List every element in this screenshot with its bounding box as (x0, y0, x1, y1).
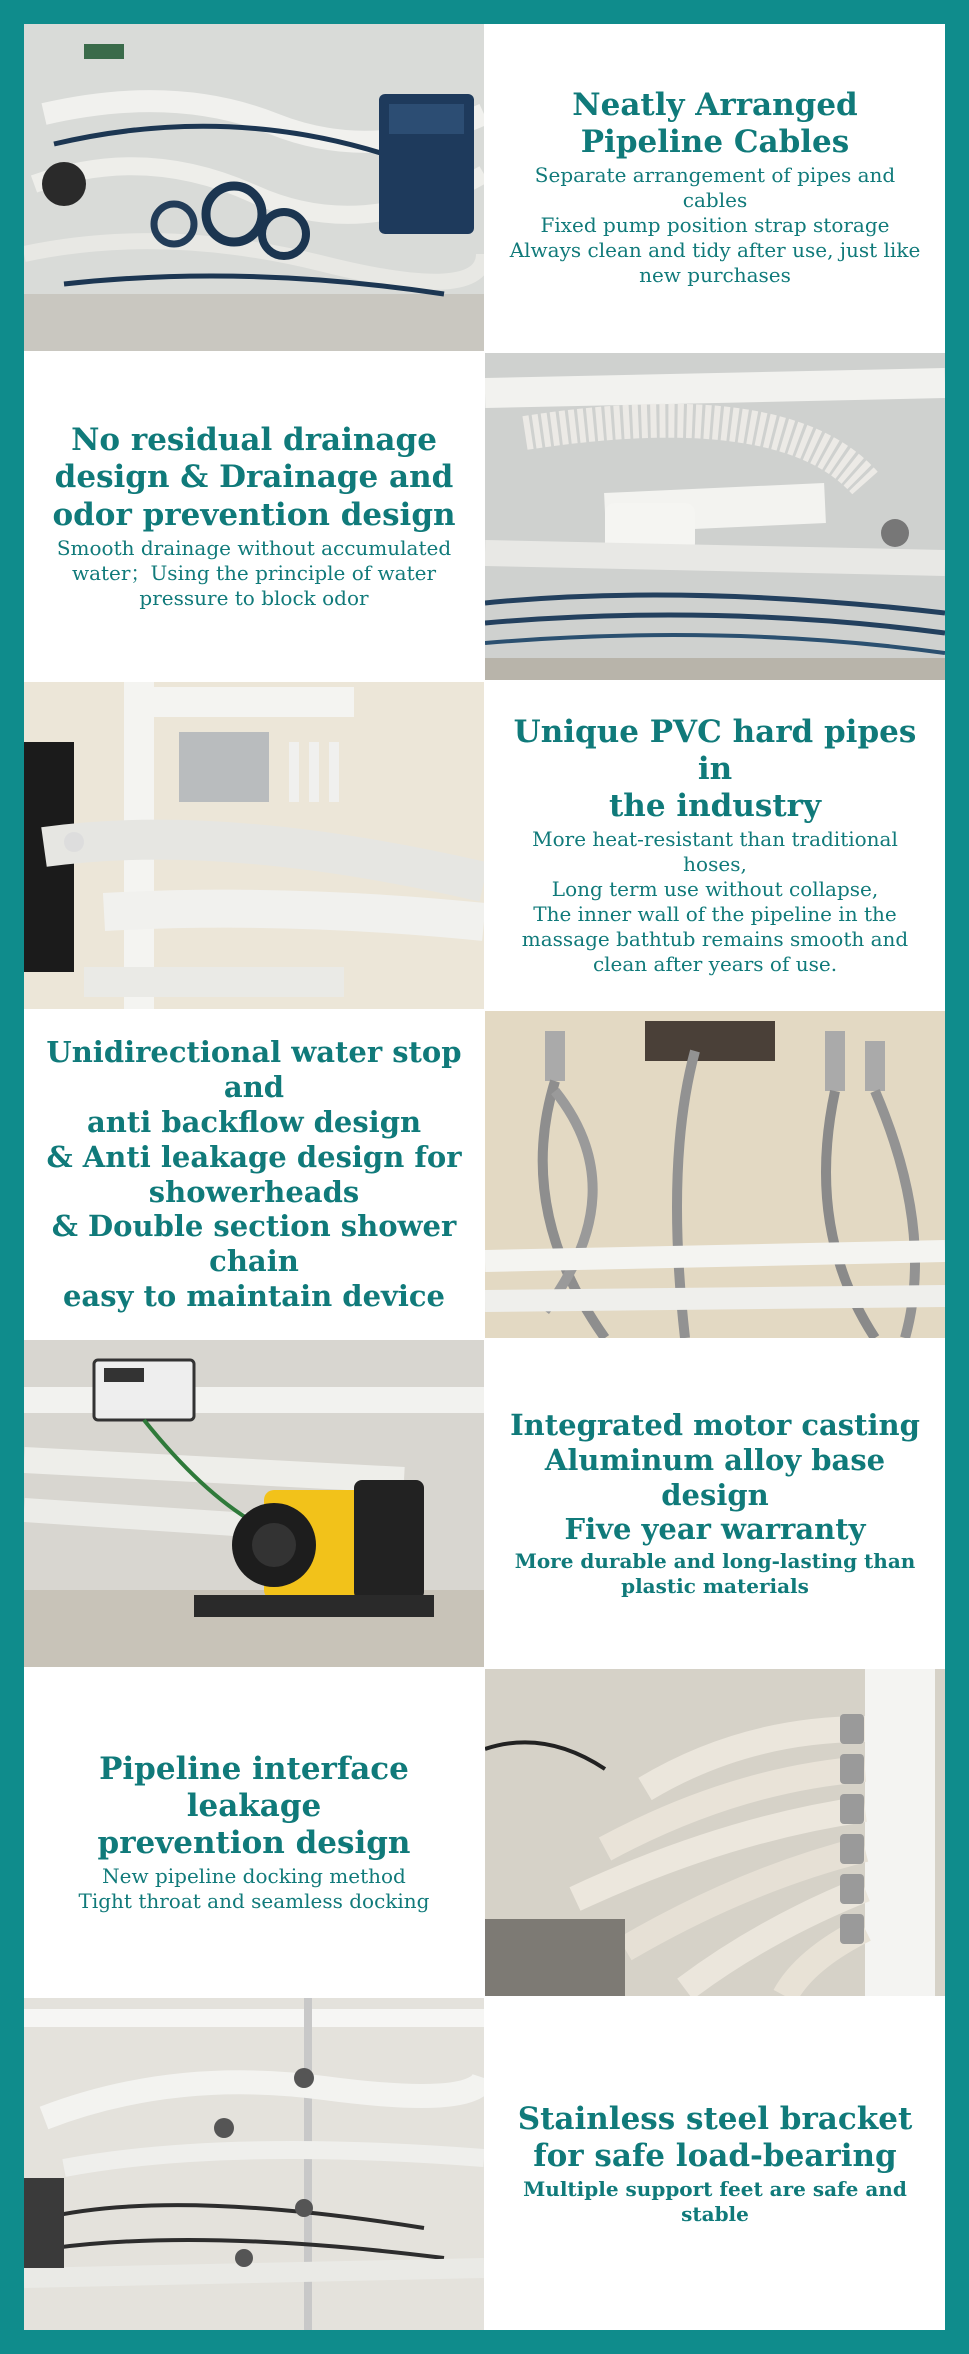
feature-title: Pipeline interface leakage prevention design (97, 1750, 411, 1862)
feature-row-7 (24, 1998, 945, 2330)
photo-manifold-clamps (485, 1669, 945, 1996)
photo-steel-bracket (24, 1998, 484, 2330)
photo-pipes-cables (24, 24, 484, 351)
feature-row-1 (24, 24, 945, 351)
feature-text-4 (24, 1011, 484, 1338)
feature-title: Neatly Arranged Pipeline Cables (572, 86, 858, 160)
photo-pvc-pipes (24, 682, 484, 1009)
feature-text-1 (485, 24, 945, 351)
feature-row-4 (24, 1011, 945, 1338)
feature-row-3 (24, 682, 945, 1009)
feature-title: Unidirectional water stop and anti backflow design & Anti leakage design for showerheads & Double section shower chain easy to maintain device (46, 1035, 462, 1313)
feature-title: Unique PVC hard pipes in the industry (513, 713, 917, 825)
product-detail-frame (24, 24, 945, 2330)
feature-description: Smooth drainage without accumulated water；Using the principle of water pressure to block odor (56, 535, 452, 610)
feature-text-7 (485, 1998, 945, 2330)
feature-title: Stainless steel bracket for safe load-bearing (517, 2100, 913, 2174)
feature-description: More heat-resistant than traditional hoses, Long term use without collapse, The inner wall of the pipeline in the massage bathtub remains smooth and clean after years of use. (521, 827, 909, 977)
feature-text-5 (485, 1340, 945, 1667)
feature-description: Multiple support feet are safe and stable (523, 2177, 907, 2227)
feature-row-5 (24, 1340, 945, 1667)
feature-title: No residual drainage design & Drainage and odor prevention design (52, 422, 456, 533)
feature-description: New pipeline docking method Tight throat and seamless docking (78, 1864, 430, 1914)
feature-text-3 (485, 682, 945, 1009)
feature-row-6 (24, 1669, 945, 1996)
photo-pump-motor (24, 1340, 484, 1667)
feature-description: More durable and long-lasting than plastic materials (514, 1549, 916, 1599)
feature-title: Integrated motor casting Aluminum alloy base design Five year warranty (510, 1407, 920, 1547)
photo-drain-hose (485, 353, 945, 680)
feature-row-2 (24, 353, 945, 680)
photo-shower-hoses (485, 1011, 945, 1338)
feature-text-2 (24, 353, 484, 680)
feature-description: Separate arrangement of pipes and cables Fixed pump position strap storage Always clean and tidy after use, just like new purchases (509, 163, 921, 288)
feature-text-6 (24, 1669, 484, 1996)
